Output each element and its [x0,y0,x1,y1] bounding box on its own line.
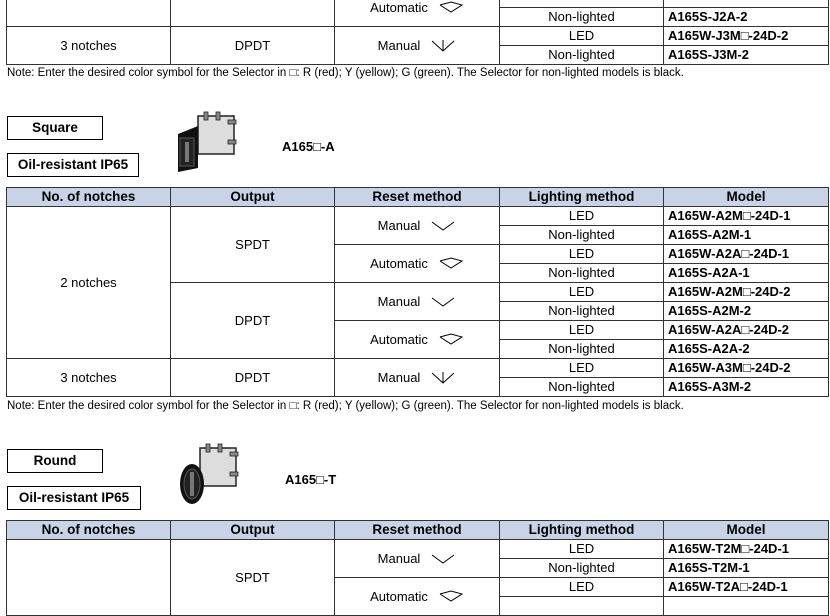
round-switch-image [178,442,240,506]
header-reset-method: Reset method [335,521,500,540]
notches-cell: 3 notches [7,359,171,397]
table-header-row [7,521,829,540]
model-cell: A165S-A2A-2 [664,340,829,359]
model-cell: A165S-J3M-2 [664,46,829,65]
round-model-code: A165□-T [285,472,337,487]
round-model-table [6,520,829,616]
lighting-cell: LED [500,359,664,378]
square-label: Square [7,116,103,140]
lighting-cell: Non-lighted [500,264,664,283]
notches-cell: 2 notches [7,207,171,359]
lighting-cell: Non-lighted [500,46,664,65]
reset-cell: Automatic [335,578,500,616]
output-cell [171,0,335,27]
color-symbol-note: Note: Enter the desired color symbol for the Selector in □: R (red); Y (yellow); G (green). The Selector for non-lighted models is black. [7,67,684,79]
lighting-cell: Non-lighted [500,559,664,578]
manual-reset-icon [430,371,456,385]
header-output: Output [171,188,335,207]
reset-cell: Manual [335,283,500,321]
lighting-cell: LED [500,245,664,264]
model-cell: A165S-J2A-2 [664,8,829,27]
lighting-cell: LED [500,578,664,597]
lighting-cell: Non-lighted [500,378,664,397]
lighting-cell [500,597,664,616]
notches-cell [7,540,171,616]
output-cell: DPDT [171,359,335,397]
model-cell: A165W-A3M□-24D-2 [664,359,829,378]
round-label: Round [7,449,103,473]
output-cell: SPDT [171,207,335,283]
model-cell: A165W-A2M□-24D-2 [664,283,829,302]
color-symbol-note: Note: Enter the desired color symbol for the Selector in □: R (red); Y (yellow); G (green). The Selector for non-lighted models is black. [7,400,684,412]
lighting-cell: Non-lighted [500,340,664,359]
header-lighting-method: Lighting method [500,521,664,540]
automatic-reset-icon [438,590,464,604]
square-switch-image [176,110,238,174]
oil-resistant-label: Oil-resistant IP65 [7,486,141,510]
automatic-reset-icon [438,333,464,347]
header-model: Model [664,188,829,207]
model-cell [664,0,829,8]
lighting-cell: Non-lighted [500,226,664,245]
manual-reset-icon [430,219,456,233]
reset-cell: Manual [335,27,500,65]
automatic-reset-icon [438,1,464,15]
reset-cell: Automatic [335,245,500,283]
output-cell: SPDT [171,540,335,616]
reset-cell: Manual [335,359,500,397]
reset-cell: Automatic [335,0,500,27]
lighting-cell [500,0,664,8]
output-cell: DPDT [171,27,335,65]
reset-cell: Manual [335,540,500,578]
header-model: Model [664,521,829,540]
model-cell: A165S-A3M-2 [664,378,829,397]
output-cell: DPDT [171,283,335,359]
model-cell [664,597,829,616]
model-cell: A165S-A2A-1 [664,264,829,283]
lighting-cell: Non-lighted [500,302,664,321]
manual-reset-icon [430,39,456,53]
manual-reset-icon [430,295,456,309]
model-cell: A165W-J3M□-24D-2 [664,27,829,46]
model-cell: A165W-T2A□-24D-1 [664,578,829,597]
square-model-table [6,187,829,397]
automatic-reset-icon [438,257,464,271]
top-model-table [6,0,829,65]
reset-cell: Manual [335,207,500,245]
lighting-cell: LED [500,27,664,46]
lighting-cell: LED [500,207,664,226]
header-lighting-method: Lighting method [500,188,664,207]
header-notches: No. of notches [7,521,171,540]
reset-cell: Automatic [335,321,500,359]
lighting-cell: LED [500,540,664,559]
notches-cell [7,0,171,27]
header-notches: No. of notches [7,188,171,207]
model-cell: A165S-T2M-1 [664,559,829,578]
manual-reset-icon [430,552,456,566]
lighting-cell: LED [500,283,664,302]
model-cell: A165W-T2M□-24D-1 [664,540,829,559]
model-cell: A165W-A2M□-24D-1 [664,207,829,226]
model-cell: A165W-A2A□-24D-1 [664,245,829,264]
model-cell: A165S-A2M-2 [664,302,829,321]
model-cell: A165W-A2A□-24D-2 [664,321,829,340]
header-reset-method: Reset method [335,188,500,207]
oil-resistant-label: Oil-resistant IP65 [7,153,139,177]
square-model-code: A165□-A [282,139,335,154]
notches-cell: 3 notches [7,27,171,65]
table-header-row [7,188,829,207]
header-output: Output [171,521,335,540]
lighting-cell: Non-lighted [500,8,664,27]
model-cell: A165S-A2M-1 [664,226,829,245]
lighting-cell: LED [500,321,664,340]
